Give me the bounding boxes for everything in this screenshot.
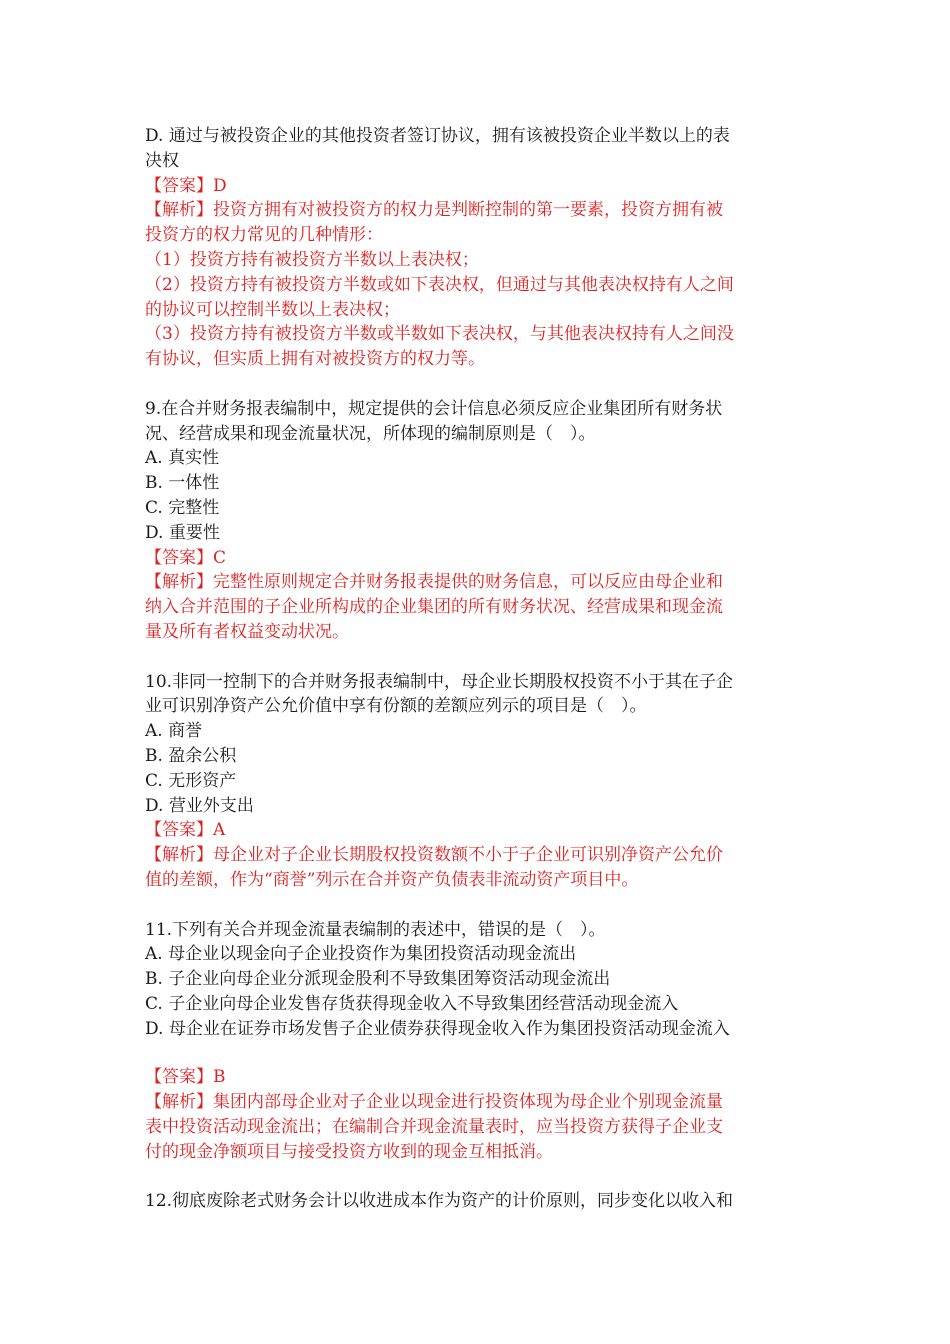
q10-analysis [145,843,810,893]
q8-answer: 【答案】D [145,175,227,196]
question-10 [145,670,810,893]
question-line: 况、经营成果和现金流量状况，所体现的编制原则是（ ）。 [145,423,596,444]
analysis-line: 投资方的权力常见的几种情形： [145,225,383,246]
option-a: A. 母企业以现金向子企业投资作为集团投资活动现金流出 [145,944,577,965]
analysis-line: 付的现金净额项目与接受投资方收到的现金互相抵消。 [145,1141,553,1162]
question-11 [145,918,810,1165]
analysis-line: 【解析】完整性原则规定合并财务报表提供的财务信息，可以反应由母企业和 [145,572,723,593]
question-line: 9.在合并财务报表编制中，规定提供的会计信息必须反应企业集团所有财务状 [145,398,723,419]
question-line: 11.下列有关合并现金流量表编制的表述中，错误的是（ ）。 [145,919,606,940]
q9-answer: 【答案】C [145,547,227,568]
option-b: B. 一体性 [145,473,220,494]
option-d: D. 营业外支出 [145,795,254,816]
analysis-line: 纳入合并范围的子企业所构成的企业集团的所有财务状况、经营成果和现金流 [145,597,723,618]
q11-analysis [145,1090,810,1164]
analysis-line: （3）投资方持有被投资方半数或半数如下表决权，与其他表决权持有人之间没 [145,324,734,345]
question-line: 10.非同一控制下的合并财务报表编制中，母企业长期股权投资不小于其在子企 [145,671,734,692]
option-b: B. 子企业向母企业分派现金股利不导致集团筹资活动现金流出 [145,969,611,990]
question-line: 12.彻底废除老式财务会计以收进成本作为资产的计价原则，同步变化以收入和 [145,1191,734,1212]
analysis-line: （1）投资方持有被投资方半数以上表决权； [145,249,479,270]
question-line: 业可识别净资产公允价值中享有份额的差额应列示的项目是（ ）。 [145,696,647,717]
q8-analysis [145,198,810,372]
q10-answer: 【答案】A [145,820,226,841]
analysis-line: 【解析】母企业对子企业长期股权投资数额不小于子企业可识别净资产公允价 [145,845,723,866]
option-d: D. 重要性 [145,522,220,543]
analysis-line: 表中投资活动现金流出；在编制合并现金流量表时，应当投资方获得子企业支 [145,1117,723,1138]
option-a: A. 真实性 [145,448,220,469]
question-9 [145,397,810,645]
q9-analysis [145,570,810,644]
document-page [145,124,810,1214]
analysis-line: （2）投资方持有被投资方半数或如下表决权，但通过与其他表决权持有人之间 [145,274,734,295]
analysis-line: 的协议可以控制半数以上表决权； [145,299,400,320]
question-8-option-d [145,124,810,174]
option-d-line-2: 决权 [145,150,179,171]
question-12 [145,1189,810,1214]
analysis-line: 【解析】集团内部母企业对子企业以现金进行投资体现为母企业个别现金流量 [145,1092,723,1113]
option-c: C. 无形资产 [145,770,237,791]
option-d: D. 母企业在证券市场发售子企业债券获得现金收入作为集团投资活动现金流入 [145,1018,730,1039]
analysis-line: 值的差额，作为“商誉”列示在合并资产负债表非流动资产项目中。 [145,869,639,890]
analysis-line: 【解析】投资方拥有对被投资方的权力是判断控制的第一要素，投资方拥有被 [145,200,723,221]
option-c: C. 子企业向母企业发售存货获得现金收入不导致集团经营活动现金流入 [145,993,679,1014]
analysis-line: 量及所有者权益变动状况。 [145,621,349,642]
analysis-line: 有协议，但实质上拥有对被投资方的权力等。 [145,349,485,370]
q11-answer: 【答案】B [145,1067,226,1088]
option-b: B. 盈余公积 [145,745,237,766]
option-a: A. 商誉 [145,721,203,742]
option-c: C. 完整性 [145,497,220,518]
option-d-line-1: D. 通过与被投资企业的其他投资者签订协议，拥有该被投资企业半数以上的表 [145,126,730,146]
